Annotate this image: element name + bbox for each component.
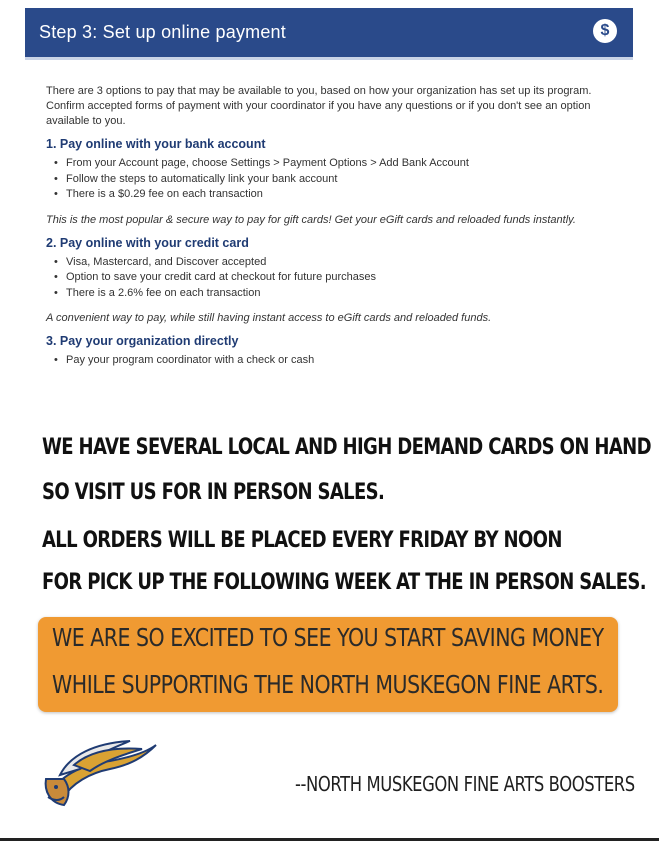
norseman-mascot-logo-icon bbox=[40, 735, 160, 807]
dollar-circle-icon: $ bbox=[593, 19, 617, 43]
announcement-line-2: SO VISIT US FOR IN PERSON SALES. bbox=[42, 480, 385, 505]
option-2-note: A convenient way to pay, while still having instant access to eGift cards and reloaded funds. bbox=[46, 312, 492, 324]
bottom-rule bbox=[0, 838, 659, 841]
announcement-line-3: ALL ORDERS WILL BE PLACED EVERY FRIDAY BY NOON bbox=[42, 528, 562, 553]
highlight-box bbox=[38, 617, 618, 712]
list-item: • From your Account page, choose Settings > Payment Options > Add Bank Account bbox=[54, 156, 606, 172]
highlight-line-1: WE ARE SO EXCITED TO SEE YOU START SAVING MONEY bbox=[52, 623, 604, 652]
list-item: • Visa, Mastercard, and Discover accepted bbox=[54, 255, 606, 271]
list-item: • Follow the steps to automatically link your bank account bbox=[54, 172, 606, 188]
list-item: • Option to save your credit card at checkout for future purchases bbox=[54, 270, 606, 286]
option-1-heading: 1. Pay online with your bank account bbox=[46, 137, 266, 151]
announcement-line-4: FOR PICK UP THE FOLLOWING WEEK AT THE IN PERSON SALES. bbox=[42, 570, 646, 595]
option-3-heading: 3. Pay your organization directly bbox=[46, 334, 239, 348]
list-item: • Pay your program coordinator with a check or cash bbox=[54, 353, 606, 369]
highlight-line-2: WHILE SUPPORTING THE NORTH MUSKEGON FINE ARTS. bbox=[52, 670, 604, 699]
step-title: Step 3: Set up online payment bbox=[39, 22, 286, 42]
option-2-list bbox=[46, 255, 606, 302]
option-1-list bbox=[46, 156, 606, 203]
list-item: • There is a $0.29 fee on each transaction bbox=[54, 187, 606, 203]
step-banner bbox=[25, 8, 633, 60]
payment-options-section bbox=[46, 84, 606, 369]
signature: --NORTH MUSKEGON FINE ARTS BOOSTERS bbox=[295, 772, 635, 796]
announcement-line-1: WE HAVE SEVERAL LOCAL AND HIGH DEMAND CARDS ON HAND bbox=[42, 435, 651, 460]
intro-paragraph: There are 3 options to pay that may be available to you, based on how your organization has set up its program. Confirm accepted forms of payment with your coordinator if you have any questions or if you don't see an option available to you. bbox=[46, 85, 592, 127]
option-1-note: This is the most popular & secure way to pay for gift cards! Get your eGift cards and reloaded funds instantly. bbox=[46, 213, 576, 226]
option-3-list bbox=[46, 353, 606, 369]
option-2-heading: 2. Pay online with your credit card bbox=[46, 235, 249, 250]
list-item: • There is a 2.6% fee on each transaction bbox=[54, 286, 606, 302]
